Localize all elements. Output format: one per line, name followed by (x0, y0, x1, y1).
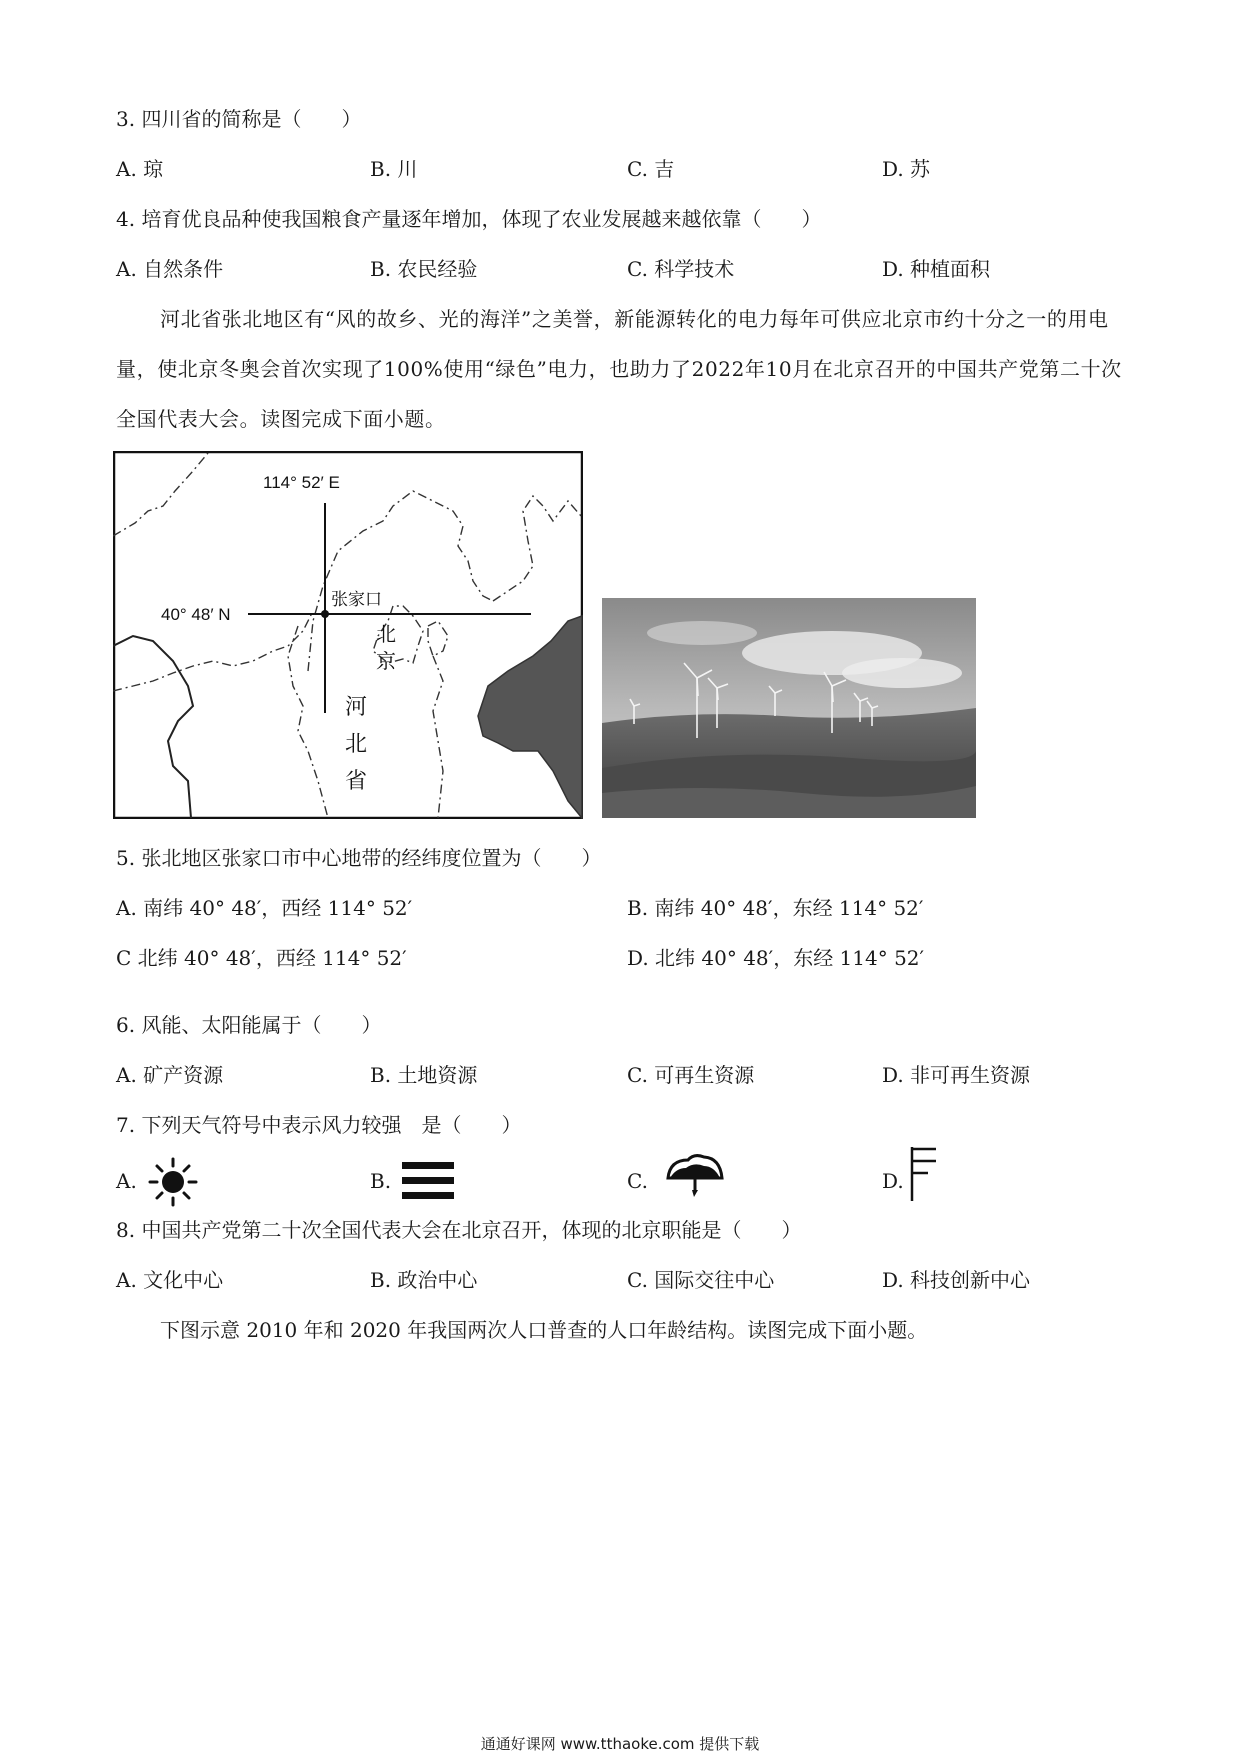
page-footer: 通通好课网 www.tthaoke.com 提供下载 (480, 1735, 760, 1753)
sun-icon (146, 1157, 200, 1207)
question-4-option-d: D. 种植面积 (882, 257, 991, 281)
hebei-label-1: 河 (345, 695, 368, 720)
zhangjiakou-location-map (113, 451, 583, 819)
question-6-option-a: A. 矿产资源 (116, 1063, 224, 1087)
question-7-option-d: D. (882, 1169, 904, 1193)
question-6-option-d: D. 非可再生资源 (882, 1063, 1031, 1087)
thunderstorm-icon (664, 1152, 726, 1198)
longitude-label: 114° 52′ E (263, 473, 340, 492)
hebei-label-2: 北 (345, 732, 368, 757)
question-4-option-a: A. 自然条件 (116, 257, 224, 281)
reading-passage-zhangbei: 河北省张北地区有“风的故乡、光的海洋”之美誉，新能源转化的电力每年可供应北京市约十分之一的用电量，使北京冬奥会首次实现了100%使用“绿色”电力，也助力了2022年10月在北京召开的中国共产党第二十次全国代表大会。读图完成下面小题。 (116, 307, 1122, 431)
question-7-stem: 7. 下列天气符号中表示风力较强 是（ ） (116, 1113, 522, 1137)
question-5-stem: 5. 张北地区张家口市中心地带的经纬度位置为（ ） (116, 846, 602, 870)
question-4-option-c: C. 科学技术 (627, 257, 735, 281)
hebei-label-3: 省 (345, 769, 368, 794)
question-7-option-c: C. (627, 1169, 648, 1193)
reading-passage-census: 下图示意 2010 年和 2020 年我国两次人口普查的人口年龄结构。读图完成下面小题。 (160, 1318, 928, 1342)
zhangjiakou-point (321, 610, 329, 618)
question-3-option-d: D. 苏 (882, 157, 931, 181)
beijing-label-2: 京 (376, 649, 396, 673)
question-8-option-d: D. 科技创新中心 (882, 1268, 1031, 1292)
question-4-stem: 4. 培育优良品种使我国粮食产量逐年增加，体现了农业发展越来越依靠（ ） (116, 207, 822, 231)
question-6-stem: 6. 风能、太阳能属于（ ） (116, 1013, 382, 1037)
question-8-option-b: B. 政治中心 (370, 1268, 478, 1292)
question-3-option-c: C. 吉 (627, 157, 675, 181)
question-6-option-b: B. 土地资源 (370, 1063, 478, 1087)
question-6-option-c: C. 可再生资源 (627, 1063, 755, 1087)
question-7-option-b: B. (370, 1169, 392, 1193)
beijing-label-1: 北 (376, 622, 396, 646)
question-8-stem: 8. 中国共产党第二十次全国代表大会在北京召开，体现的北京职能是（ ） (116, 1218, 802, 1242)
question-8-option-c: C. 国际交往中心 (627, 1268, 775, 1292)
question-5-option-b: B. 南纬 40° 48′，东经 114° 52′ (627, 896, 924, 920)
latitude-label: 40° 48′ N (161, 605, 231, 624)
question-8-option-a: A. 文化中心 (116, 1268, 224, 1292)
question-5-option-a: A. 南纬 40° 48′，西经 114° 52′ (116, 896, 413, 920)
wind-farm-photo (602, 598, 976, 818)
question-3-stem: 3. 四川省的简称是（ ） (116, 107, 362, 131)
question-3-option-b: B. 川 (370, 157, 418, 181)
question-7-option-a: A. (116, 1169, 137, 1193)
wind-flag-icon (906, 1145, 940, 1203)
question-4-option-b: B. 农民经验 (370, 257, 478, 281)
city-label: 张家口 (331, 590, 382, 610)
question-3-option-a: A. 琼 (116, 157, 164, 181)
question-5-option-d: D. 北纬 40° 48′，东经 114° 52′ (627, 946, 925, 970)
question-5-option-c: C 北纬 40° 48′，西经 114° 52′ (116, 946, 407, 970)
fog-icon (402, 1160, 456, 1202)
